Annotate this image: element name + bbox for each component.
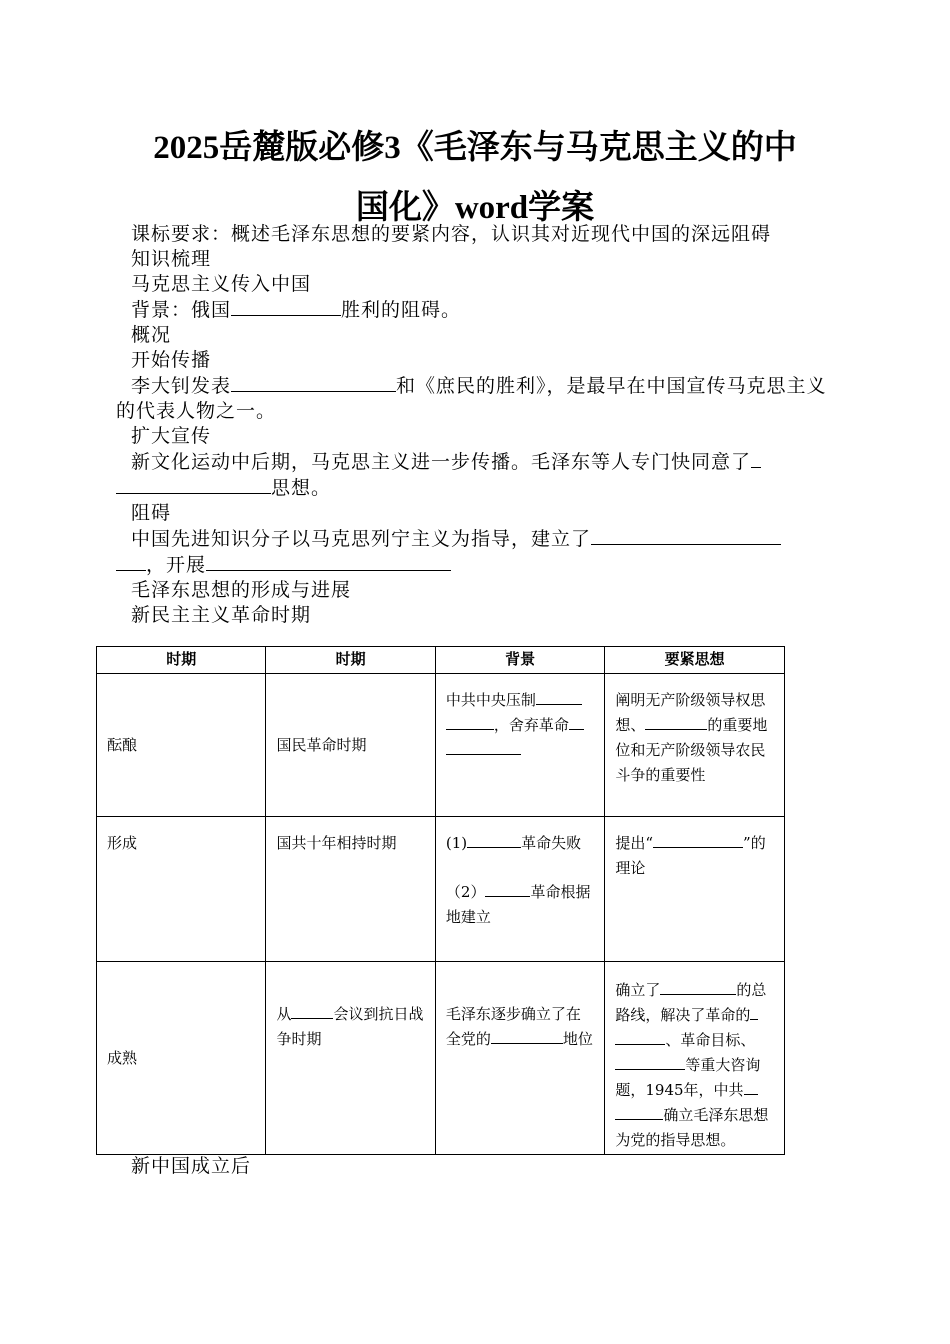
curriculum-requirement: 课标要求：概述毛泽东思想的要紧内容，认识其对近现代中国的深远阻碍 xyxy=(131,223,772,245)
background-cell xyxy=(435,674,604,817)
answer-blank[interactable] xyxy=(536,688,582,705)
table-header: 时期 xyxy=(97,647,266,674)
fill-blank-line xyxy=(116,449,836,501)
text: 革命失败 xyxy=(521,834,582,852)
table-header: 背景 xyxy=(435,647,604,674)
text: 确立毛泽东思想为党的指导思想。 xyxy=(615,1106,769,1149)
fill-blank-line xyxy=(116,297,836,323)
period-table xyxy=(96,646,785,1155)
section-heading: 新中国成立后 xyxy=(131,1155,252,1177)
answer-blank[interactable] xyxy=(750,1003,758,1020)
answer-blank[interactable] xyxy=(645,713,707,730)
text: 从 xyxy=(276,1005,292,1023)
table-row xyxy=(97,817,785,962)
section-heading: 阻碍 xyxy=(131,502,172,524)
text: 提出“ xyxy=(615,834,654,852)
answer-blank[interactable] xyxy=(653,831,743,848)
period-cell: 国共十年相持时期 xyxy=(266,817,435,962)
section-heading: 毛泽东思想的形成与进展 xyxy=(131,579,352,601)
background-cell xyxy=(435,817,604,962)
fill-blank-line xyxy=(116,373,836,424)
answer-blank[interactable] xyxy=(291,1002,333,1019)
text: ”的理论 xyxy=(615,834,766,877)
idea-cell xyxy=(605,962,785,1155)
text: 等重大咨询题，1945年，中共 xyxy=(615,1056,761,1099)
table-row xyxy=(97,962,785,1155)
table-header: 要紧思想 xyxy=(605,647,785,674)
text: 李大钊发表 xyxy=(131,375,232,397)
title-line-2: 国化》word学案 xyxy=(355,190,595,226)
idea-cell xyxy=(605,674,785,817)
table-header-row xyxy=(97,647,785,674)
text: 胜利的阻碍。 xyxy=(341,299,462,321)
text: 阐明无产阶级领导权思想、 xyxy=(615,691,766,734)
text: 革命根据地建立 xyxy=(445,883,591,926)
text: 的总路线，解决了革命的 xyxy=(615,981,767,1024)
document-body xyxy=(116,222,836,628)
section-heading: 马克思主义传入中国 xyxy=(131,273,312,295)
answer-blank[interactable] xyxy=(231,373,396,392)
answer-blank[interactable] xyxy=(615,1103,663,1120)
text: 思想。 xyxy=(271,477,332,499)
text: 确立了 xyxy=(615,981,661,999)
section-heading: 新民主主义革命时期 xyxy=(131,604,312,626)
text: 新文化运动中后期，马克思主义进一步传播。毛泽东等人专门快同意了 xyxy=(131,451,752,473)
answer-blank[interactable] xyxy=(751,449,761,468)
answer-blank[interactable] xyxy=(116,552,146,571)
section-heading: 知识梳理 xyxy=(131,248,212,270)
answer-blank[interactable] xyxy=(660,978,736,995)
stage-cell: 形成 xyxy=(97,817,266,962)
text: 和《庶民的胜利》，是最早在中国宣传马克思主义的代表人物之一。 xyxy=(116,375,827,422)
section-heading: 开始传播 xyxy=(131,349,212,371)
section-heading: 概况 xyxy=(131,324,172,346)
answer-blank[interactable] xyxy=(467,831,521,848)
answer-blank[interactable] xyxy=(206,552,451,571)
period-cell xyxy=(266,962,435,1155)
answer-blank[interactable] xyxy=(231,297,341,316)
title-line-1: 2025岳麓版必修3《毛泽东与马克思主义的中 xyxy=(153,130,797,166)
stage-cell: 成熟 xyxy=(97,962,266,1155)
text: 背景：俄国 xyxy=(131,299,232,321)
text: 、革命目标、 xyxy=(665,1031,756,1049)
answer-blank[interactable] xyxy=(569,713,584,730)
idea-cell xyxy=(605,817,785,962)
fill-blank-line xyxy=(116,526,836,578)
text: ，舍弃革命 xyxy=(493,716,569,734)
table-row xyxy=(97,674,785,817)
text: 的重要地位和无产阶级领导农民斗争的重要性 xyxy=(615,716,768,784)
answer-blank[interactable] xyxy=(446,738,521,755)
answer-blank[interactable] xyxy=(615,1028,665,1045)
answer-blank[interactable] xyxy=(615,1053,685,1070)
text: （2） xyxy=(445,883,486,901)
text: (1) xyxy=(445,834,468,852)
table-header: 时期 xyxy=(266,647,435,674)
text: ，开展 xyxy=(146,554,207,576)
section-heading: 扩大宣传 xyxy=(131,425,212,447)
answer-blank[interactable] xyxy=(491,1027,563,1044)
background-cell xyxy=(435,962,604,1155)
answer-blank[interactable] xyxy=(744,1078,758,1095)
text: 中国先进知识分子以马克思列宁主义为指导，建立了 xyxy=(131,528,592,550)
answer-blank[interactable] xyxy=(485,880,530,897)
text: 中共中央压制 xyxy=(445,691,536,709)
period-cell: 国民革命时期 xyxy=(266,674,435,817)
stage-cell: 酝酿 xyxy=(97,674,266,817)
text: 会议到抗日战争时期 xyxy=(276,1005,424,1048)
text: 地位 xyxy=(562,1030,593,1048)
text: 毛泽东逐步确立了在全党的 xyxy=(445,1005,581,1048)
document-title xyxy=(100,118,850,238)
answer-blank[interactable] xyxy=(116,475,271,494)
answer-blank[interactable] xyxy=(446,713,494,730)
answer-blank[interactable] xyxy=(591,526,781,545)
